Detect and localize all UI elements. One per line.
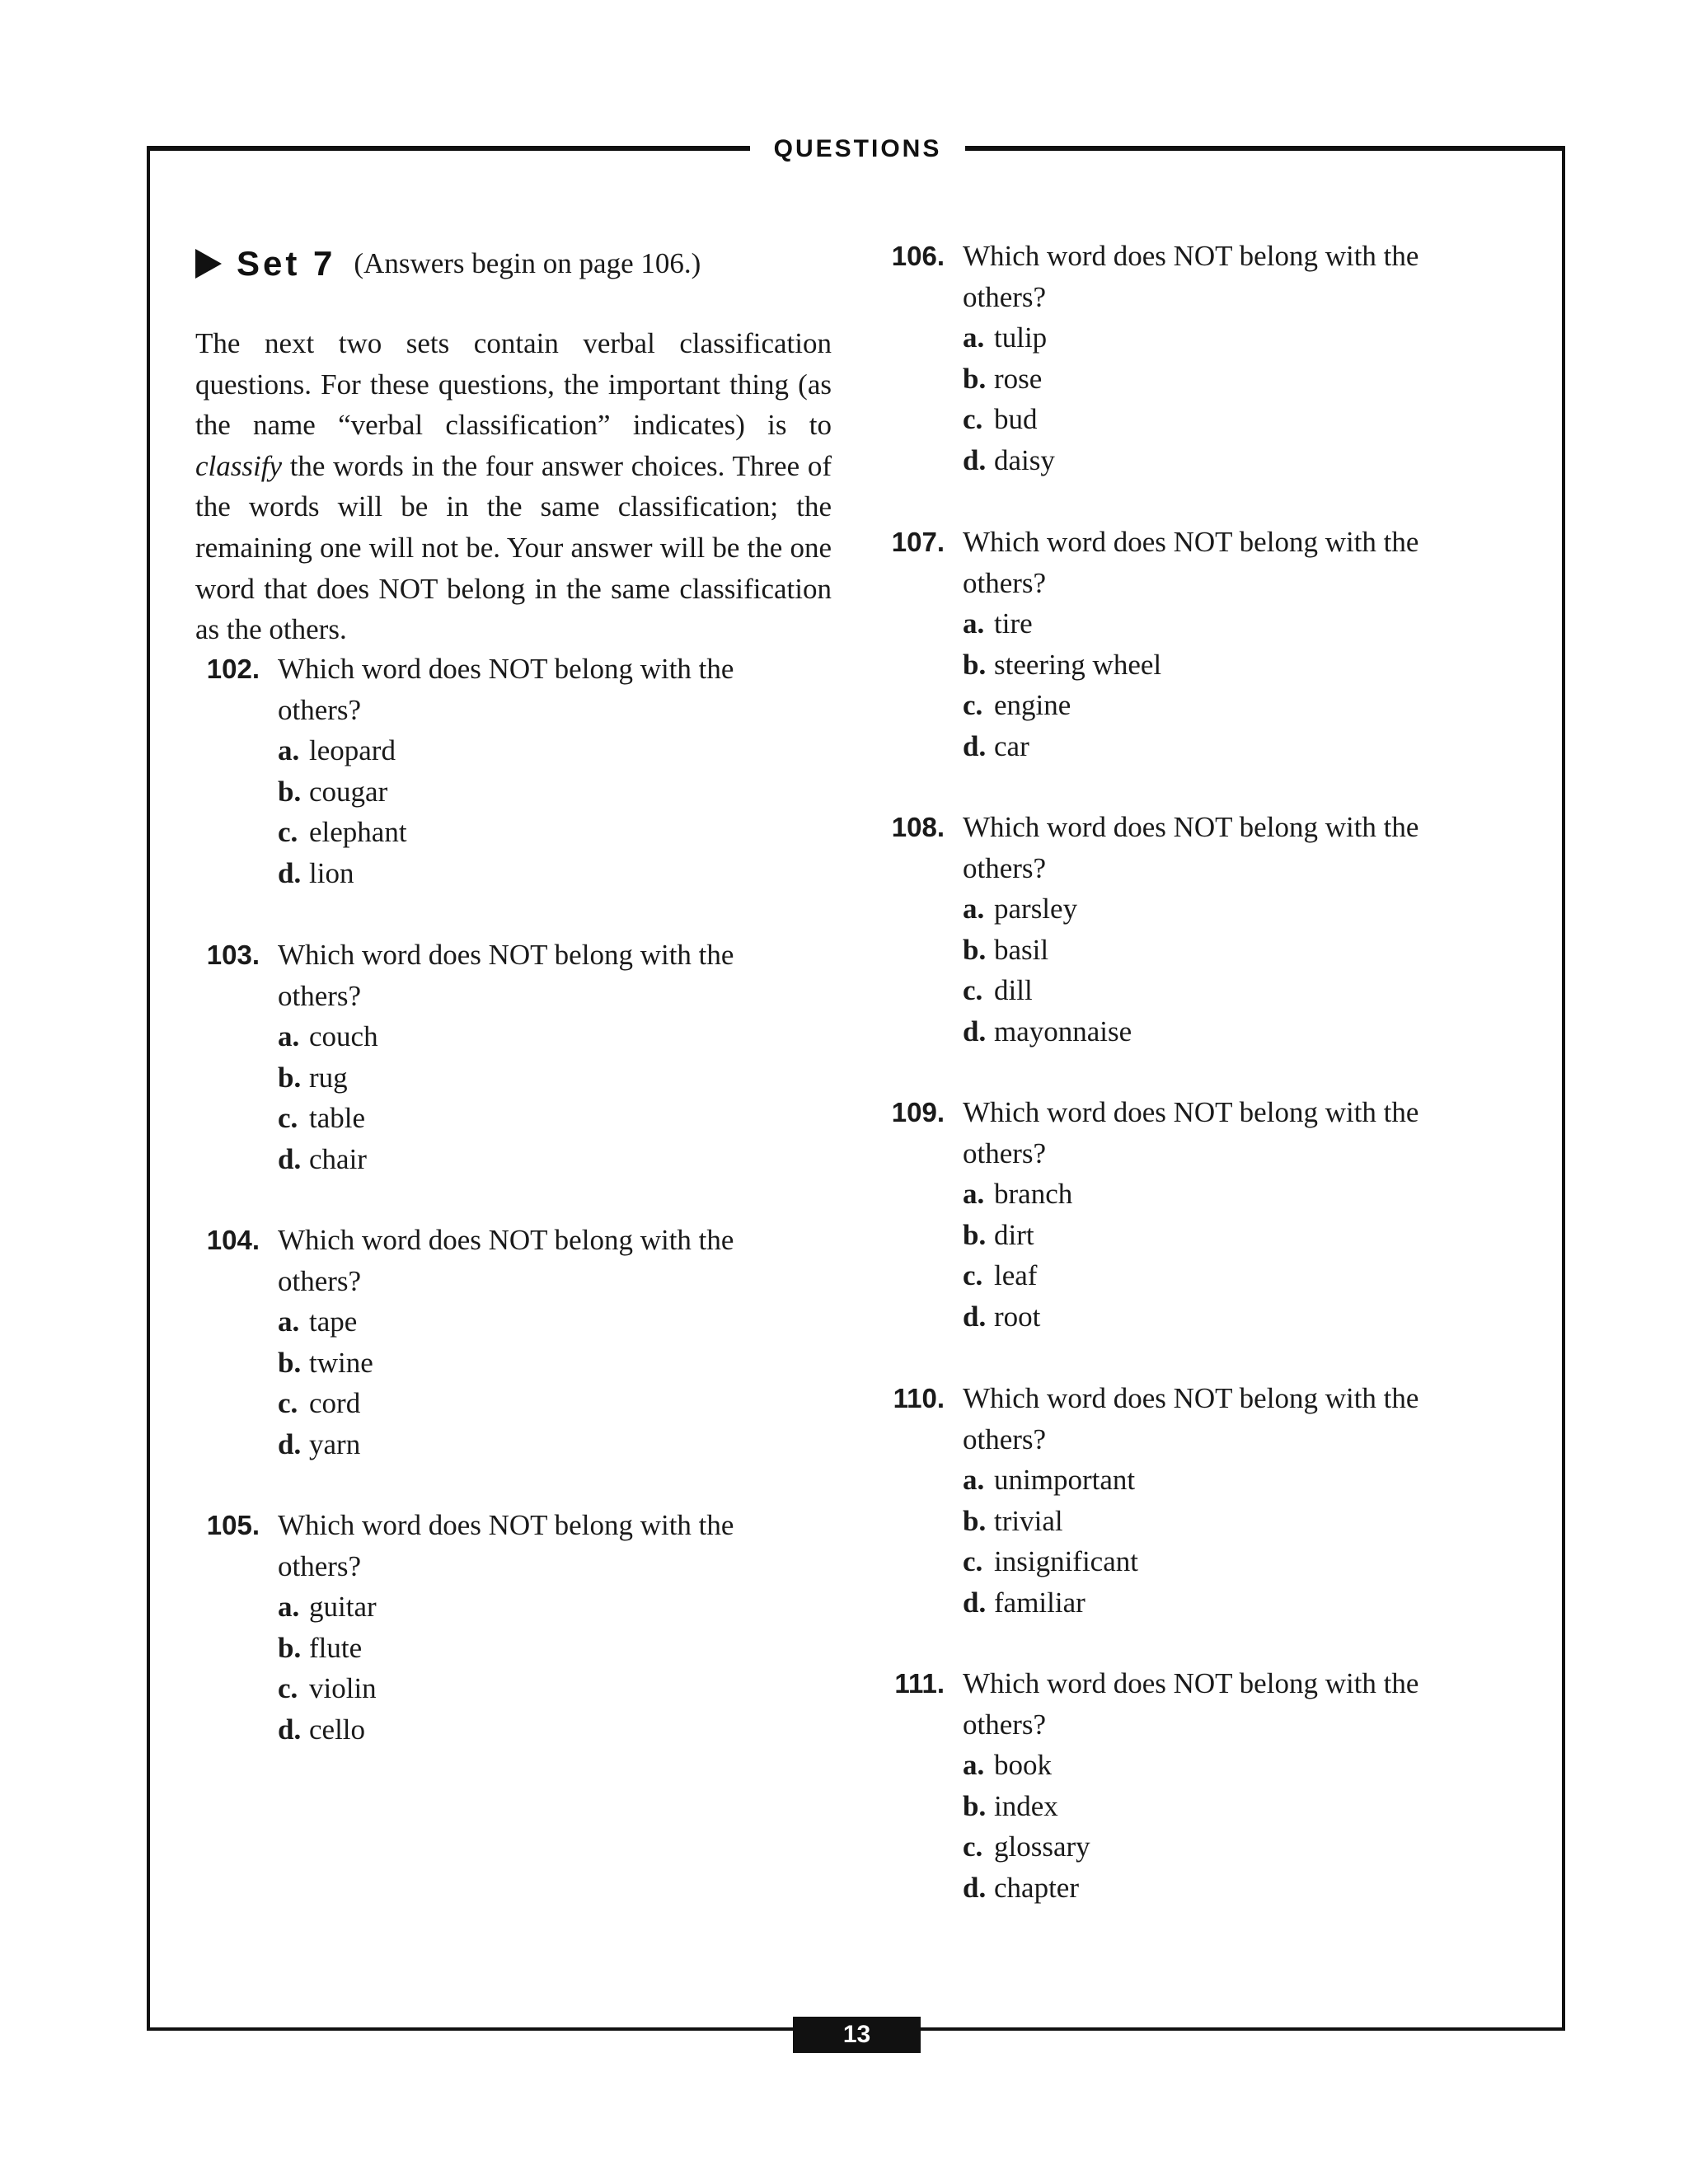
question-item xyxy=(195,1220,835,1467)
option-letter: a. xyxy=(963,607,985,640)
question-number: 104. xyxy=(206,1225,260,1255)
question-stem: Which word does NOT belong with the xyxy=(278,1509,734,1541)
option-text: yarn xyxy=(309,1427,361,1460)
question-stem-cont: others? xyxy=(278,979,362,1012)
question-stem: Which word does NOT belong with the xyxy=(963,1096,1419,1128)
question-item xyxy=(880,236,1523,483)
question-stem-cont: others? xyxy=(963,1137,1047,1169)
answer-option xyxy=(963,399,1474,440)
option-letter: b. xyxy=(278,1346,302,1379)
answer-option xyxy=(963,1786,1474,1827)
question-body xyxy=(278,649,789,894)
option-letter: c. xyxy=(278,1672,298,1705)
answer-option xyxy=(278,771,789,813)
option-text: dirt xyxy=(994,1218,1034,1251)
answer-option xyxy=(963,1745,1474,1786)
option-letter: d. xyxy=(278,856,302,889)
option-text: bud xyxy=(994,403,1038,436)
option-text: index xyxy=(994,1789,1058,1822)
question-stem-cont: others? xyxy=(278,1264,362,1297)
question-number: 106. xyxy=(891,241,945,271)
option-letter: d. xyxy=(278,1713,302,1746)
question-number: 103. xyxy=(206,940,260,970)
intro-paragraph xyxy=(195,323,832,650)
option-letter: c. xyxy=(963,1830,983,1863)
option-letter: c. xyxy=(963,403,983,436)
option-letter: a. xyxy=(963,1464,985,1497)
option-text: elephant xyxy=(309,816,407,849)
option-text: cougar xyxy=(309,775,388,808)
question-item xyxy=(880,1092,1523,1339)
option-letter: b. xyxy=(963,362,987,395)
question-body xyxy=(278,935,789,1180)
option-letter: b. xyxy=(278,1061,302,1094)
question-item xyxy=(880,522,1523,769)
question-item xyxy=(880,807,1523,1054)
question-body xyxy=(963,807,1474,1052)
question-stem: Which word does NOT belong with the xyxy=(963,811,1419,843)
triangle-bullet-icon xyxy=(195,249,222,279)
answer-option xyxy=(278,1016,789,1057)
option-letter: c. xyxy=(963,974,983,1007)
question-item xyxy=(195,1505,835,1752)
option-letter: d. xyxy=(963,1586,987,1619)
option-letter: d. xyxy=(963,1871,987,1904)
answer-option xyxy=(963,1541,1474,1582)
answer-option xyxy=(963,726,1474,767)
answer-option xyxy=(963,1255,1474,1296)
option-text: dill xyxy=(994,974,1033,1007)
set-title: Set 7 xyxy=(237,244,336,283)
answer-option xyxy=(278,1586,789,1628)
option-letter: d. xyxy=(963,1015,987,1047)
option-text: steering wheel xyxy=(994,648,1162,681)
question-stem: Which word does NOT belong with the xyxy=(963,1382,1419,1414)
option-text: guitar xyxy=(309,1591,377,1624)
question-body xyxy=(963,522,1474,767)
answer-option xyxy=(963,440,1474,481)
option-letter: a. xyxy=(963,893,985,926)
option-letter: c. xyxy=(963,1259,983,1292)
question-stem-cont: others? xyxy=(963,566,1047,599)
answer-option xyxy=(963,317,1474,359)
option-text: tulip xyxy=(994,321,1048,354)
option-letter: b. xyxy=(963,933,987,966)
option-letter: d. xyxy=(963,729,987,762)
question-number: 105. xyxy=(206,1510,260,1540)
option-text: tire xyxy=(994,607,1033,640)
set-answers-note: (Answers begin on page 106.) xyxy=(354,247,701,279)
question-body xyxy=(963,1663,1474,1909)
question-stem: Which word does NOT belong with the xyxy=(278,939,734,971)
option-letter: c. xyxy=(963,1545,983,1578)
option-letter: a. xyxy=(278,734,300,767)
option-text: glossary xyxy=(994,1830,1090,1863)
option-text: parsley xyxy=(994,893,1078,926)
answer-option xyxy=(963,888,1474,930)
answer-option xyxy=(963,1582,1474,1624)
running-header: QUESTIONS xyxy=(773,135,942,162)
answer-option xyxy=(963,359,1474,400)
question-stem: Which word does NOT belong with the xyxy=(278,653,734,685)
option-text: cord xyxy=(309,1387,361,1420)
option-text: daisy xyxy=(994,443,1055,476)
option-letter: b. xyxy=(963,648,987,681)
option-text: table xyxy=(309,1102,366,1135)
intro-text-1: The next two sets contain verbal classification questions. For these questions, the important thing (as the name “verbal classification” indicates) is to xyxy=(195,327,832,442)
option-letter: a. xyxy=(963,1178,985,1211)
option-text: root xyxy=(994,1300,1041,1333)
question-number: 102. xyxy=(206,654,260,684)
option-text: violin xyxy=(309,1672,377,1705)
question-item xyxy=(195,649,835,896)
option-letter: b. xyxy=(278,775,302,808)
option-text: mayonnaise xyxy=(994,1015,1132,1047)
question-number: 110. xyxy=(893,1383,945,1413)
option-text: familiar xyxy=(994,1586,1085,1619)
option-text: rug xyxy=(309,1061,348,1094)
option-text: leaf xyxy=(994,1259,1038,1292)
option-text: flute xyxy=(309,1631,363,1664)
answer-option xyxy=(278,812,789,853)
option-text: leopard xyxy=(309,734,396,767)
answer-option xyxy=(963,1296,1474,1338)
answer-option xyxy=(963,1215,1474,1256)
option-letter: b. xyxy=(963,1504,987,1537)
question-item xyxy=(195,935,835,1182)
answer-option xyxy=(278,1383,789,1424)
answer-option xyxy=(278,1098,789,1139)
question-stem-cont: others? xyxy=(963,1422,1047,1455)
answer-option xyxy=(963,1826,1474,1868)
option-text: engine xyxy=(994,689,1071,722)
question-stem: Which word does NOT belong with the xyxy=(278,1224,734,1256)
header-rule-left xyxy=(147,146,750,151)
answer-option xyxy=(963,970,1474,1011)
option-letter: c. xyxy=(278,1387,298,1420)
answer-option xyxy=(278,1057,789,1099)
option-text: chapter xyxy=(994,1871,1079,1904)
question-stem: Which word does NOT belong with the xyxy=(963,526,1419,558)
option-letter: a. xyxy=(963,1749,985,1782)
option-text: branch xyxy=(994,1178,1073,1211)
option-text: insignificant xyxy=(994,1545,1138,1578)
answer-option xyxy=(963,1011,1474,1052)
option-text: couch xyxy=(309,1020,378,1053)
question-number: 111. xyxy=(894,1668,945,1699)
question-item xyxy=(880,1663,1523,1910)
question-stem-cont: others? xyxy=(963,280,1047,313)
option-text: cello xyxy=(309,1713,366,1746)
option-text: rose xyxy=(994,362,1043,395)
answer-option xyxy=(278,730,789,771)
answer-option xyxy=(278,1628,789,1669)
option-letter: d. xyxy=(963,1300,987,1333)
option-letter: c. xyxy=(963,689,983,722)
answer-option xyxy=(963,1501,1474,1542)
answer-option xyxy=(278,853,789,894)
answer-option xyxy=(963,930,1474,971)
option-text: chair xyxy=(309,1142,367,1175)
question-body xyxy=(278,1505,789,1750)
option-letter: a. xyxy=(278,1020,300,1053)
answer-option xyxy=(278,1668,789,1709)
option-text: trivial xyxy=(994,1504,1063,1537)
question-stem-cont: others? xyxy=(278,1549,362,1582)
question-number: 107. xyxy=(891,527,945,557)
question-stem-cont: others? xyxy=(278,693,362,726)
question-item xyxy=(880,1378,1523,1625)
set-heading xyxy=(195,239,701,288)
question-number: 109. xyxy=(891,1097,945,1127)
answer-option xyxy=(963,685,1474,726)
answer-option xyxy=(963,1174,1474,1215)
option-text: unimportant xyxy=(994,1464,1136,1497)
answer-option xyxy=(278,1343,789,1384)
option-text: book xyxy=(994,1749,1052,1782)
option-letter: b. xyxy=(278,1631,302,1664)
question-body xyxy=(278,1220,789,1465)
question-body xyxy=(963,1378,1474,1624)
answer-option xyxy=(963,1868,1474,1909)
option-letter: b. xyxy=(963,1218,987,1251)
option-letter: d. xyxy=(278,1142,302,1175)
option-letter: d. xyxy=(278,1427,302,1460)
answer-option xyxy=(278,1424,789,1465)
option-letter: a. xyxy=(278,1591,300,1624)
option-text: basil xyxy=(994,933,1049,966)
question-body xyxy=(963,1092,1474,1338)
answer-option xyxy=(963,1460,1474,1501)
option-text: twine xyxy=(309,1346,373,1379)
question-stem: Which word does NOT belong with the xyxy=(963,1667,1419,1699)
option-letter: c. xyxy=(278,816,298,849)
intro-text-2: the words in the four answer choices. Three of the words will be in the same classification; the remaining one will not be. Your answer will be the one word that does NOT belong in the same classification as the others. xyxy=(195,449,832,646)
option-text: tape xyxy=(309,1305,358,1338)
option-letter: d. xyxy=(963,443,987,476)
page-number: 13 xyxy=(793,2017,921,2053)
answer-option xyxy=(278,1709,789,1750)
answer-option xyxy=(278,1139,789,1180)
answer-option xyxy=(963,644,1474,686)
question-stem-cont: others? xyxy=(963,851,1047,884)
question-body xyxy=(963,236,1474,481)
option-letter: a. xyxy=(278,1305,300,1338)
question-stem-cont: others? xyxy=(963,1708,1047,1741)
option-letter: b. xyxy=(963,1789,987,1822)
intro-emphasis: classify xyxy=(195,449,282,482)
question-stem: Which word does NOT belong with the xyxy=(963,240,1419,272)
question-number: 108. xyxy=(891,812,945,842)
answer-option xyxy=(278,1301,789,1343)
option-text: car xyxy=(994,729,1029,762)
answer-option xyxy=(963,603,1474,644)
option-letter: c. xyxy=(278,1102,298,1135)
header-rule-right xyxy=(965,146,1565,151)
option-text: lion xyxy=(309,856,354,889)
option-letter: a. xyxy=(963,321,985,354)
